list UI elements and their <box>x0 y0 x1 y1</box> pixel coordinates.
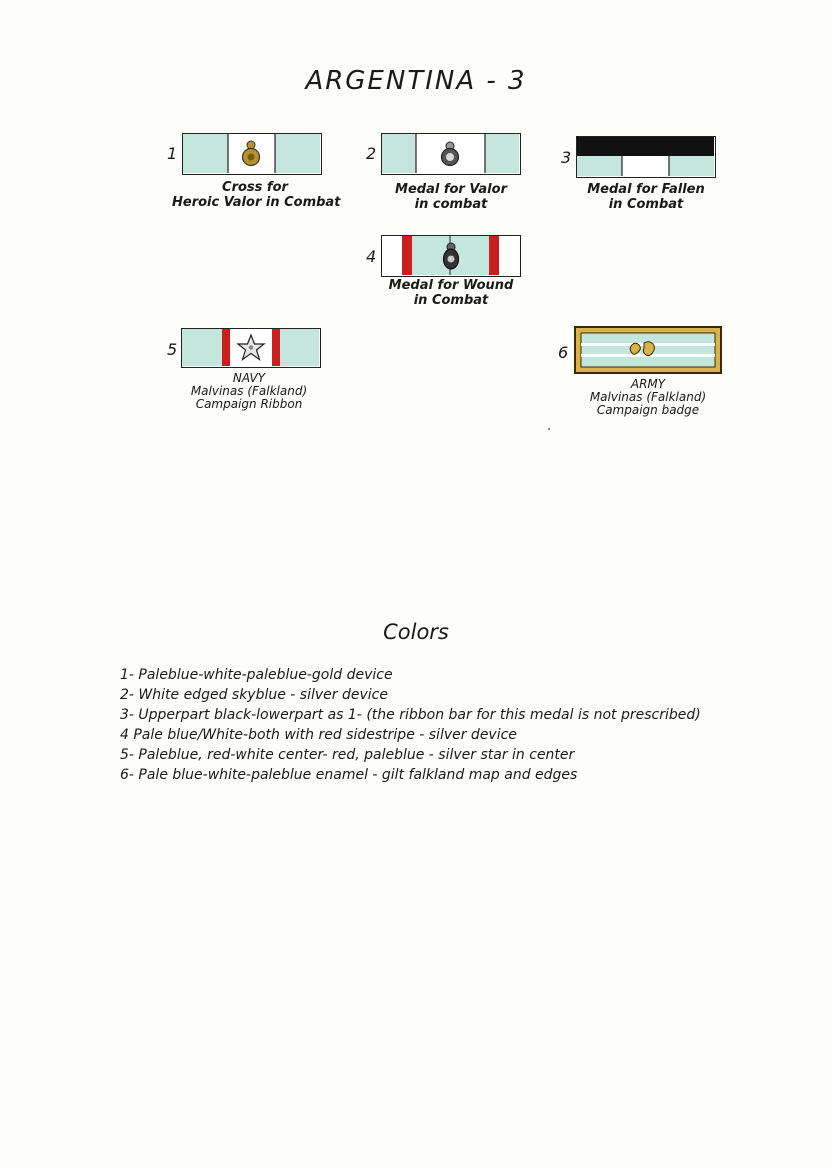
item-4-caption: Medal for Wound in Combat <box>388 278 514 308</box>
badge-6 <box>574 326 722 374</box>
item-3-caption: Medal for Fallen in Combat <box>587 182 705 212</box>
ribbon-5-graphic <box>182 329 319 366</box>
item-2-caption: Medal for Valor in combat <box>395 182 507 212</box>
ribbon-2 <box>381 133 521 175</box>
ribbon-1 <box>182 133 322 175</box>
item-4-number: 4 <box>366 247 377 266</box>
color-line-1: 1- Paleblue-white-paleblue-gold device <box>120 667 393 683</box>
colors-heading: Colors <box>383 620 449 644</box>
item-2-number: 2 <box>366 144 377 163</box>
ribbon-2-graphic <box>382 134 519 173</box>
item-6-caption: ARMY Malvinas (Falkland) Campaign badge <box>589 377 707 417</box>
color-line-5: 5- Paleblue, red-white center- red, paleblue - silver star in center <box>120 747 575 763</box>
ribbon-3-graphic <box>577 137 714 176</box>
colors-list <box>120 665 800 785</box>
item-5-caption: NAVY Malvinas (Falkland) Campaign Ribbon <box>190 371 308 411</box>
badge-6-graphic <box>576 328 720 372</box>
ribbon-4-graphic <box>382 236 519 275</box>
item-3-number: 3 <box>561 148 572 167</box>
color-line-6: 6- Pale blue-white-paleblue enamel - gilt falkland map and edges <box>120 767 578 783</box>
page-title: ARGENTINA - 3 <box>305 66 527 96</box>
color-line-2: 2- White edged skyblue - silver device <box>120 687 388 703</box>
ribbon-1-graphic <box>183 134 320 173</box>
item-1-caption: Cross for Heroic Valor in Combat <box>172 180 341 210</box>
item-1-number: 1 <box>167 144 178 163</box>
color-line-3: 3- Upperpart black-lowerpart as 1- (the ribbon bar for this medal is not prescribed) <box>120 707 701 723</box>
speck <box>548 428 550 430</box>
color-line-4: 4 Pale blue/White-both with red sidestripe - silver device <box>120 727 517 743</box>
item-6-number: 6 <box>558 343 569 362</box>
ribbon-5 <box>181 328 321 368</box>
ribbon-4 <box>381 235 521 277</box>
item-5-number: 5 <box>167 340 178 359</box>
ribbon-3 <box>576 136 716 178</box>
